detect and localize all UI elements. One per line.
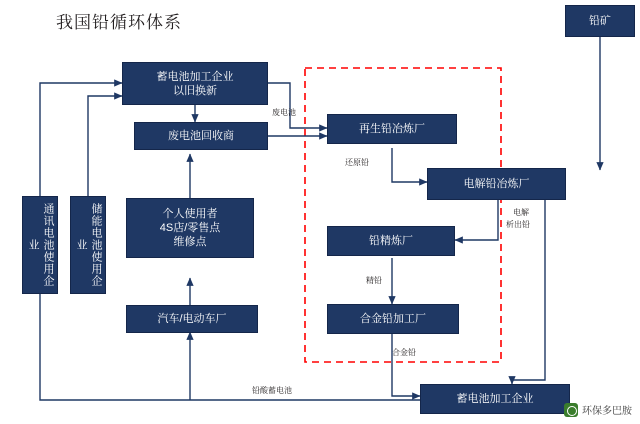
node-individual-users-line1: 个人使用者 [162,208,218,220]
page-title: 我国铅循环体系 [56,13,182,32]
node-battery-manufacturer-top-line2: 以旧换新 [173,84,217,97]
node-waste-battery-recycler-label: 废电池回收商 [168,130,234,142]
node-battery-manufacturer-top-line1: 蓄电池加工企业 [156,70,234,83]
node-secondary-lead-smelter[interactable] [327,114,457,144]
node-lead-ore[interactable] [565,5,635,37]
node-lead-refinery-label: 铅精炼厂 [369,235,413,247]
node-secondary-lead-smelter-label: 再生铅冶炼厂 [359,123,425,135]
edge-label-reduced-lead: 还原铅 [345,158,369,167]
node-battery-manufacturer-bottom[interactable] [420,384,570,414]
node-lead-ore-label: 铅矿 [589,15,611,27]
node-energy-storage-battery-user[interactable] [70,196,106,294]
node-telecom-battery-user-label: 通讯电池使用企业 [27,203,54,287]
node-alloy-lead-plant[interactable] [327,304,459,334]
edge-label-waste-battery: 废电池 [272,108,296,117]
node-lead-refinery[interactable] [327,226,455,256]
edge-label-refined-lead: 精铅 [366,276,382,285]
edge-label-lead-acid-battery: 铅酸蓄电池 [252,386,292,395]
node-individual-users[interactable] [126,198,254,258]
leaf-badge-icon [564,403,578,417]
node-electrolytic-lead-smelter[interactable] [427,168,566,200]
node-waste-battery-recycler[interactable] [134,122,268,150]
node-individual-users-line2: 4S店/零售点 [159,222,221,234]
node-battery-manufacturer-bottom-label: 蓄电池加工企业 [456,393,534,405]
node-auto-ev-plant-label: 汽车/电动车厂 [157,313,227,325]
node-individual-users-line3: 维修点 [173,236,207,248]
node-electrolytic-lead-smelter-label: 电解铅冶炼厂 [463,178,530,190]
node-telecom-battery-user[interactable] [22,196,58,294]
node-auto-ev-plant[interactable] [126,305,258,333]
watermark-text: 环保多巴胺 [582,406,632,417]
edge-label-electrolytic-lead-line1: 电解 [513,208,529,217]
node-battery-manufacturer-top[interactable] [122,62,268,105]
edge-label-electrolytic-lead-line2: 析出铅 [506,220,530,229]
edge-label-alloy-lead: 合金铅 [392,348,416,357]
node-energy-storage-battery-user-label: 储能电池使用企业 [75,203,102,287]
watermark [564,402,632,417]
node-alloy-lead-plant-label: 合金铅加工厂 [360,313,426,325]
